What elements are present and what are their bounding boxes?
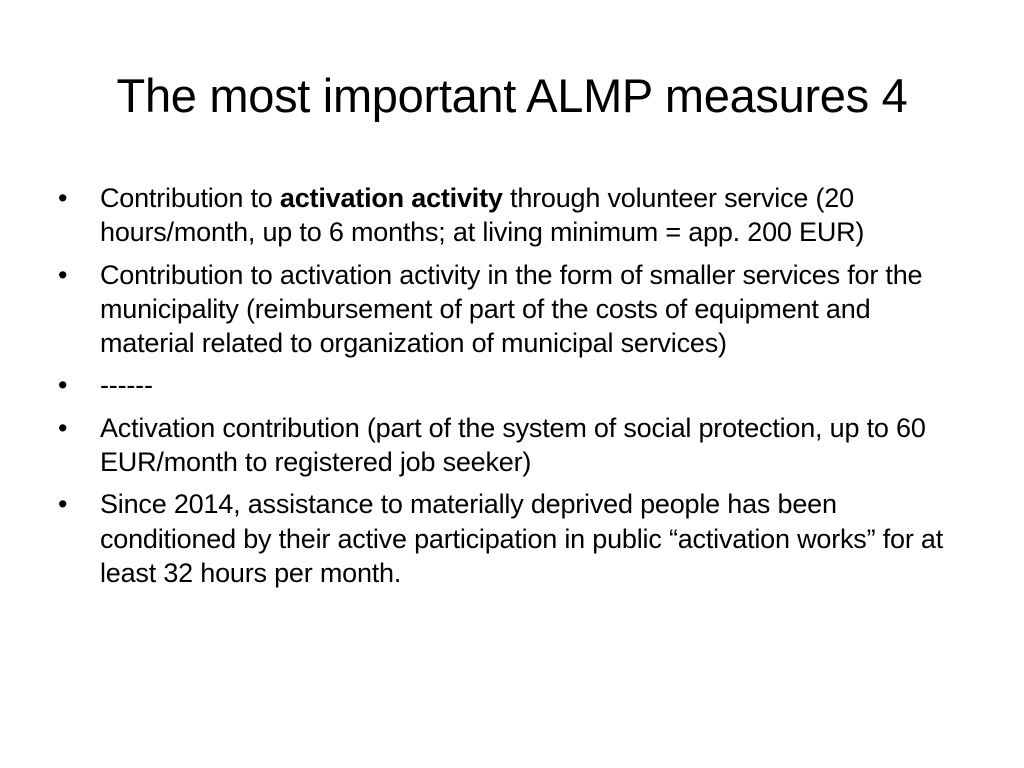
bullet-item-municipal-services [58,258,968,361]
bullet-item-since-2014 [58,487,968,590]
bullet-text: Activation contribution (part of the system of social protection, up to 60 EUR/month to registered job seeker) [100,412,926,478]
bullet-text-prefix: Contribution to [100,183,280,213]
bullet-icon: • [58,183,68,213]
slide-title: The most important ALMP measures 4 [116,69,908,122]
bullet-icon: • [58,259,68,290]
bullet-item-activation-contribution [58,411,968,480]
bullet-text-emphasis: activation activity [279,183,503,213]
bullet-item-volunteer-service [58,181,968,250]
bullet-text: Contribution to activation activity in the form of smaller services for the municipality (reimbursement of part of the costs of equipment and material related to organization of municipal services) [100,259,923,359]
bullet-item-separator [58,368,968,402]
bullet-text: Since 2014, assistance to materially deprived people has been conditioned by their active participation in public “activation works” for at least 32 hours per month. [100,489,944,588]
bullet-icon: • [58,489,68,520]
bullet-text-suffix: through volunteer service (20 hours/month, up to 6 months; at living minimum = app. 200 EUR) [100,183,865,248]
bullet-icon: • [58,412,68,443]
bullet-icon: • [58,370,68,401]
bullet-list [58,181,968,598]
bullet-text: ------ [100,370,153,401]
